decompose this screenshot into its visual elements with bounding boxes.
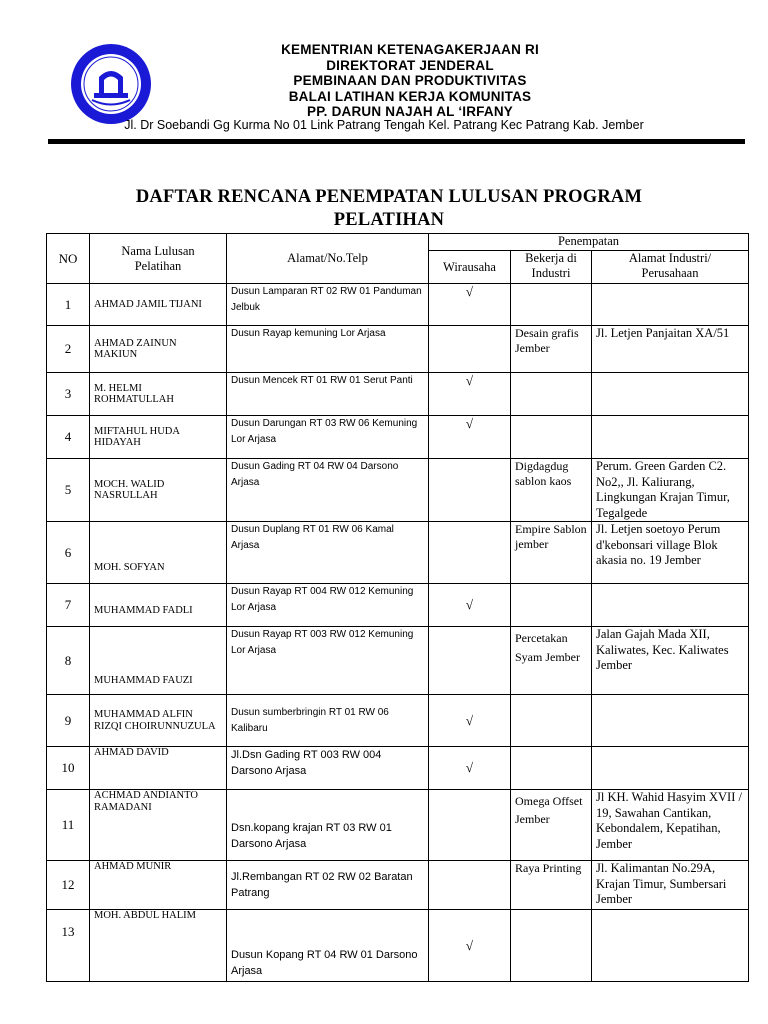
cell-alamat-industri bbox=[592, 695, 749, 747]
cell-nama: AHMAD ZAINUN MAKIUN bbox=[90, 326, 227, 373]
cell-industri bbox=[511, 373, 592, 416]
cell-wirausaha: √ bbox=[429, 373, 511, 416]
placement-table bbox=[46, 233, 749, 982]
cell-alamat: Jl.Dsn Gading RT 003 RW 004 Darsono Arjasa bbox=[227, 747, 429, 790]
cell-alamat: Dusun Mencek RT 01 RW 01 Serut Panti bbox=[227, 373, 429, 416]
header-no: NO bbox=[47, 234, 90, 284]
table-row bbox=[47, 910, 749, 982]
cell-alamat: Dusun Rayap kemuning Lor Arjasa bbox=[227, 326, 429, 373]
table-row bbox=[47, 584, 749, 627]
table-row bbox=[47, 326, 749, 373]
cell-alamat-industri bbox=[592, 284, 749, 326]
header-wirausaha: Wirausaha bbox=[429, 251, 511, 284]
table-row bbox=[47, 416, 749, 459]
cell-no: 13 bbox=[47, 910, 90, 982]
cell-wirausaha bbox=[429, 790, 511, 861]
cell-alamat-industri: Jl. Letjen soetoyo Perum d'kebonsari village Blok akasia no. 19 Jember bbox=[592, 522, 749, 584]
cell-no: 1 bbox=[47, 284, 90, 326]
table-row bbox=[47, 790, 749, 861]
cell-alamat: Dusun sumberbringin RT 01 RW 06 Kalibaru bbox=[227, 695, 429, 747]
cell-no: 11 bbox=[47, 790, 90, 861]
cell-industri bbox=[511, 416, 592, 459]
cell-no: 10 bbox=[47, 747, 90, 790]
document-title bbox=[0, 186, 768, 232]
header-nama-line-1: Nama Lulusan bbox=[121, 243, 195, 258]
letterhead-line-5: PP. DARUN NAJAH AL ‘IRFANY bbox=[307, 104, 513, 119]
cell-nama: MUHAMMAD FAUZI bbox=[90, 627, 227, 695]
cell-no: 6 bbox=[47, 522, 90, 584]
cell-wirausaha: √ bbox=[429, 695, 511, 747]
cell-nama: AHMAD JAMIL TIJANI bbox=[90, 284, 227, 326]
header-bekerja-line-1: Bekerja di bbox=[525, 251, 577, 265]
letterhead bbox=[150, 42, 670, 120]
cell-alamat-industri: Jalan Gajah Mada XII, Kaliwates, Kec. Kaliwates Jember bbox=[592, 627, 749, 695]
cell-alamat-industri: Jl. Letjen Panjaitan XA/51 bbox=[592, 326, 749, 373]
cell-alamat-industri bbox=[592, 373, 749, 416]
cell-no: 7 bbox=[47, 584, 90, 627]
header-alamat: Alamat/No.Telp bbox=[227, 234, 429, 284]
cell-wirausaha bbox=[429, 861, 511, 910]
cell-nama: ACHMAD ANDIANTO RAMADANI bbox=[90, 790, 227, 861]
cell-alamat-industri bbox=[592, 584, 749, 627]
header-alamat-industri-line-1: Alamat Industri/ bbox=[628, 251, 712, 265]
cell-no: 5 bbox=[47, 459, 90, 522]
cell-industri: Desain grafis Jember bbox=[511, 326, 592, 373]
cell-alamat: Dusun Gading RT 04 RW 04 Darsono Arjasa bbox=[227, 459, 429, 522]
cell-alamat-industri bbox=[592, 910, 749, 982]
cell-no: 3 bbox=[47, 373, 90, 416]
letterhead-address: Jl. Dr Soebandi Gg Kurma No 01 Link Patrang Tengah Kel. Patrang Kec Patrang Kab. Jember bbox=[124, 118, 644, 132]
cell-alamat: Dusun Duplang RT 01 RW 06 Kamal Arjasa bbox=[227, 522, 429, 584]
cell-no: 8 bbox=[47, 627, 90, 695]
cell-alamat-industri: Perum. Green Garden C2. No2,, Jl. Kaliurang, Lingkungan Krajan Timur, Tegalgede bbox=[592, 459, 749, 522]
table-row bbox=[47, 459, 749, 522]
cell-alamat: Dusun Darungan RT 03 RW 06 Kemuning Lor Arjasa bbox=[227, 416, 429, 459]
table-row bbox=[47, 373, 749, 416]
cell-industri bbox=[511, 584, 592, 627]
cell-industri: Raya Printing bbox=[511, 861, 592, 910]
letterhead-line-1: KEMENTRIAN KETENAGAKERJAAN RI bbox=[281, 42, 539, 57]
letterhead-line-2: DIREKTORAT JENDERAL bbox=[326, 57, 494, 73]
cell-nama: M. HELMI ROHMATULLAH bbox=[90, 373, 227, 416]
cell-industri: Omega Offset Jember bbox=[511, 790, 592, 861]
cell-alamat-industri bbox=[592, 747, 749, 790]
cell-nama: MUHAMMAD FADLI bbox=[90, 584, 227, 627]
table-row bbox=[47, 522, 749, 584]
cell-wirausaha bbox=[429, 522, 511, 584]
cell-alamat: Dusun Kopang RT 04 RW 01 Darsono Arjasa bbox=[227, 910, 429, 982]
cell-alamat: Dsn.kopang krajan RT 03 RW 01 Darsono Arjasa bbox=[227, 790, 429, 861]
table-row bbox=[47, 861, 749, 910]
cell-wirausaha: √ bbox=[429, 910, 511, 982]
cell-industri: Empire Sablon jember bbox=[511, 522, 592, 584]
document-title-line-2: PELATIHAN bbox=[333, 210, 445, 230]
header-alamat-industri-line-2: Perusahaan bbox=[641, 266, 699, 280]
cell-nama: MUHAMMAD ALFIN RIZQI CHOIRUNNUZULA bbox=[90, 695, 227, 747]
cell-alamat-industri bbox=[592, 416, 749, 459]
cell-alamat-industri: Jl KH. Wahid Hasyim XVII / 19, Sawahan Cantikan, Kebondalem, Kepatihan, Jember bbox=[592, 790, 749, 861]
cell-nama: MOH. SOFYAN bbox=[90, 522, 227, 584]
cell-nama: AHMAD MUNIR bbox=[90, 861, 227, 910]
cell-wirausaha bbox=[429, 326, 511, 373]
cell-alamat: Dusun Rayap RT 003 RW 012 Kemuning Lor Arjasa bbox=[227, 627, 429, 695]
header-alamat-industri bbox=[592, 251, 749, 284]
cell-industri: Digdagdug sablon kaos bbox=[511, 459, 592, 522]
institution-logo bbox=[70, 43, 152, 125]
letterhead-line-4: BALAI LATIHAN KERJA KOMUNITAS bbox=[288, 88, 532, 104]
header-bekerja bbox=[511, 251, 592, 284]
cell-industri bbox=[511, 747, 592, 790]
header-bekerja-line-2: Industri bbox=[531, 266, 571, 280]
cell-industri: Percetakan Syam Jember bbox=[511, 627, 592, 695]
cell-nama: MOCH. WALID NASRULLAH bbox=[90, 459, 227, 522]
cell-no: 4 bbox=[47, 416, 90, 459]
cell-wirausaha bbox=[429, 627, 511, 695]
cell-nama: MIFTAHUL HUDA HIDAYAH bbox=[90, 416, 227, 459]
cell-alamat-industri: Jl. Kalimantan No.29A, Krajan Timur, Sumbersari Jember bbox=[592, 861, 749, 910]
cell-industri bbox=[511, 284, 592, 326]
cell-alamat: Dusun Lamparan RT 02 RW 01 Panduman Jelbuk bbox=[227, 284, 429, 326]
cell-industri bbox=[511, 695, 592, 747]
table-row bbox=[47, 627, 749, 695]
cell-wirausaha: √ bbox=[429, 416, 511, 459]
letterhead-line-3: PEMBINAAN DAN PRODUKTIVITAS bbox=[293, 73, 527, 88]
table-row bbox=[47, 284, 749, 326]
cell-nama: AHMAD DAVID bbox=[90, 747, 227, 790]
cell-no: 2 bbox=[47, 326, 90, 373]
cell-nama: MOH. ABDUL HALIM bbox=[90, 910, 227, 982]
cell-no: 9 bbox=[47, 695, 90, 747]
header-penempatan: Penempatan bbox=[429, 234, 749, 251]
document-title-line-1: DAFTAR RENCANA PENEMPATAN LULUSAN PROGRAM bbox=[135, 187, 643, 207]
table-row bbox=[47, 695, 749, 747]
header-nama-line-2: Pelatihan bbox=[134, 258, 182, 273]
cell-wirausaha: √ bbox=[429, 747, 511, 790]
cell-wirausaha: √ bbox=[429, 284, 511, 326]
cell-alamat: Jl.Rembangan RT 02 RW 02 Baratan Patrang bbox=[227, 861, 429, 910]
cell-wirausaha bbox=[429, 459, 511, 522]
cell-no: 12 bbox=[47, 861, 90, 910]
cell-alamat: Dusun Rayap RT 004 RW 012 Kemuning Lor Arjasa bbox=[227, 584, 429, 627]
cell-industri bbox=[511, 910, 592, 982]
letterhead-divider bbox=[48, 139, 745, 144]
table-row bbox=[47, 747, 749, 790]
cell-wirausaha: √ bbox=[429, 584, 511, 627]
header-nama bbox=[90, 234, 227, 284]
